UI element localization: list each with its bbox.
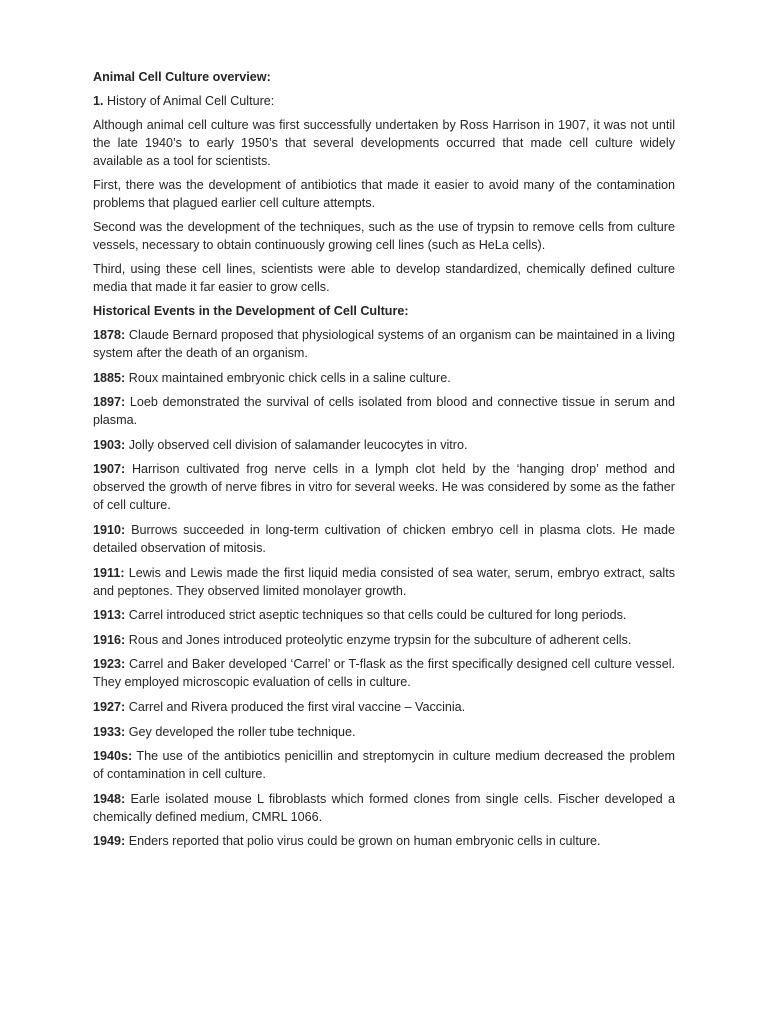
event-text: Jolly observed cell division of salamander leucocytes in vitro. [125, 437, 468, 452]
event-year: 1949: [93, 834, 126, 849]
event-text: The use of the antibiotics penicillin and streptomycin in culture medium decreased the problem of contamination in cell culture. [93, 749, 675, 782]
event-item [93, 631, 675, 649]
event-text: Harrison cultivated frog nerve cells in a lymph clot held by the ‘hanging drop’ method and observed the growth of nerve fibres in vitro for several weeks. He was considered by some as the father of cell culture. [93, 462, 675, 513]
document-page [93, 68, 675, 857]
event-text: Carrel and Rivera produced the first viral vaccine – Vaccinia. [125, 699, 466, 714]
event-item [93, 564, 675, 600]
event-text: Roux maintained embryonic chick cells in a saline culture. [125, 370, 451, 385]
event-item [93, 832, 675, 850]
event-text: Carrel introduced strict aseptic techniques so that cells could be cultured for long periods. [125, 608, 627, 623]
event-item [93, 326, 675, 362]
event-text: Claude Bernard proposed that physiological systems of an organism can be maintained in a living system after the death of an organism. [93, 328, 675, 360]
event-text: Enders reported that polio virus could be grown on human embryonic cells in culture. [125, 834, 601, 849]
section-heading [93, 92, 675, 110]
event-item [93, 698, 675, 716]
event-item [93, 460, 675, 514]
event-year: 1913: [93, 608, 126, 623]
event-item [93, 521, 675, 557]
event-year: 1903: [93, 437, 126, 452]
event-text: Gey developed the roller tube technique. [125, 724, 356, 739]
event-year: 1933: [93, 724, 126, 739]
event-year: 1927: [93, 699, 126, 714]
section-number: 1. [93, 94, 104, 108]
event-year: 1907: [93, 462, 126, 477]
event-text: Burrows succeeded in long-term cultivation of chicken embryo cell in plasma clots. He made detailed observation of mitosis. [93, 522, 675, 555]
events-heading: Historical Events in the Development of Cell Culture: [93, 304, 409, 318]
event-item [93, 790, 675, 826]
event-item [93, 369, 675, 387]
paragraph-intro: Although animal cell culture was first successfully undertaken by Ross Harrison in 1907, it was not until the late 1940’s to early 1950’s that several developments occurred that made cell culture widely available as a tool for scientists. [93, 118, 675, 168]
event-year: 1878: [93, 328, 126, 342]
paragraph-media: Third, using these cell lines, scientists were able to develop standardized, chemically defined culture media that made it far easier to grow cells. [93, 262, 675, 294]
event-year: 1885: [93, 370, 126, 385]
event-year: 1916: [93, 632, 126, 647]
paragraph-trypsin: Second was the development of the techniques, such as the use of trypsin to remove cells from culture vessels, necessary to obtain continuously growing cell lines (such as HeLa cells). [93, 220, 675, 252]
event-text: Earle isolated mouse L fibroblasts which formed clones from single cells. Fischer developed a chemically defined medium, CMRL 1066. [93, 791, 675, 824]
event-year: 1911: [93, 565, 125, 580]
document-title: Animal Cell Culture overview: [93, 70, 271, 84]
event-year: 1940s: [93, 749, 133, 764]
event-item [93, 747, 675, 783]
event-year: 1910: [93, 522, 126, 537]
event-year: 1897: [93, 395, 126, 410]
event-item [93, 606, 675, 624]
events-list [93, 326, 675, 850]
event-item [93, 655, 675, 691]
event-year: 1923: [93, 657, 126, 672]
event-year: 1948: [93, 791, 126, 806]
event-text: Loeb demonstrated the survival of cells isolated from blood and connective tissue in serum and plasma. [93, 395, 675, 428]
event-text: Rous and Jones introduced proteolytic enzyme trypsin for the subculture of adherent cells. [125, 632, 632, 647]
event-item [93, 723, 675, 741]
section-heading-text: History of Animal Cell Culture: [107, 94, 275, 108]
event-text: Carrel and Baker developed ‘Carrel’ or T-flask as the first specifically designed cell culture vessel. They employed microscopic evaluation of cells in culture. [93, 657, 675, 690]
event-item [93, 436, 675, 454]
event-item [93, 393, 675, 429]
paragraph-antibiotics: First, there was the development of antibiotics that made it easier to avoid many of the contamination problems that plagued earlier cell culture attempts. [93, 178, 675, 210]
event-text: Lewis and Lewis made the first liquid media consisted of sea water, serum, embryo extract, salts and peptones. They observed limited monolayer growth. [93, 565, 675, 598]
